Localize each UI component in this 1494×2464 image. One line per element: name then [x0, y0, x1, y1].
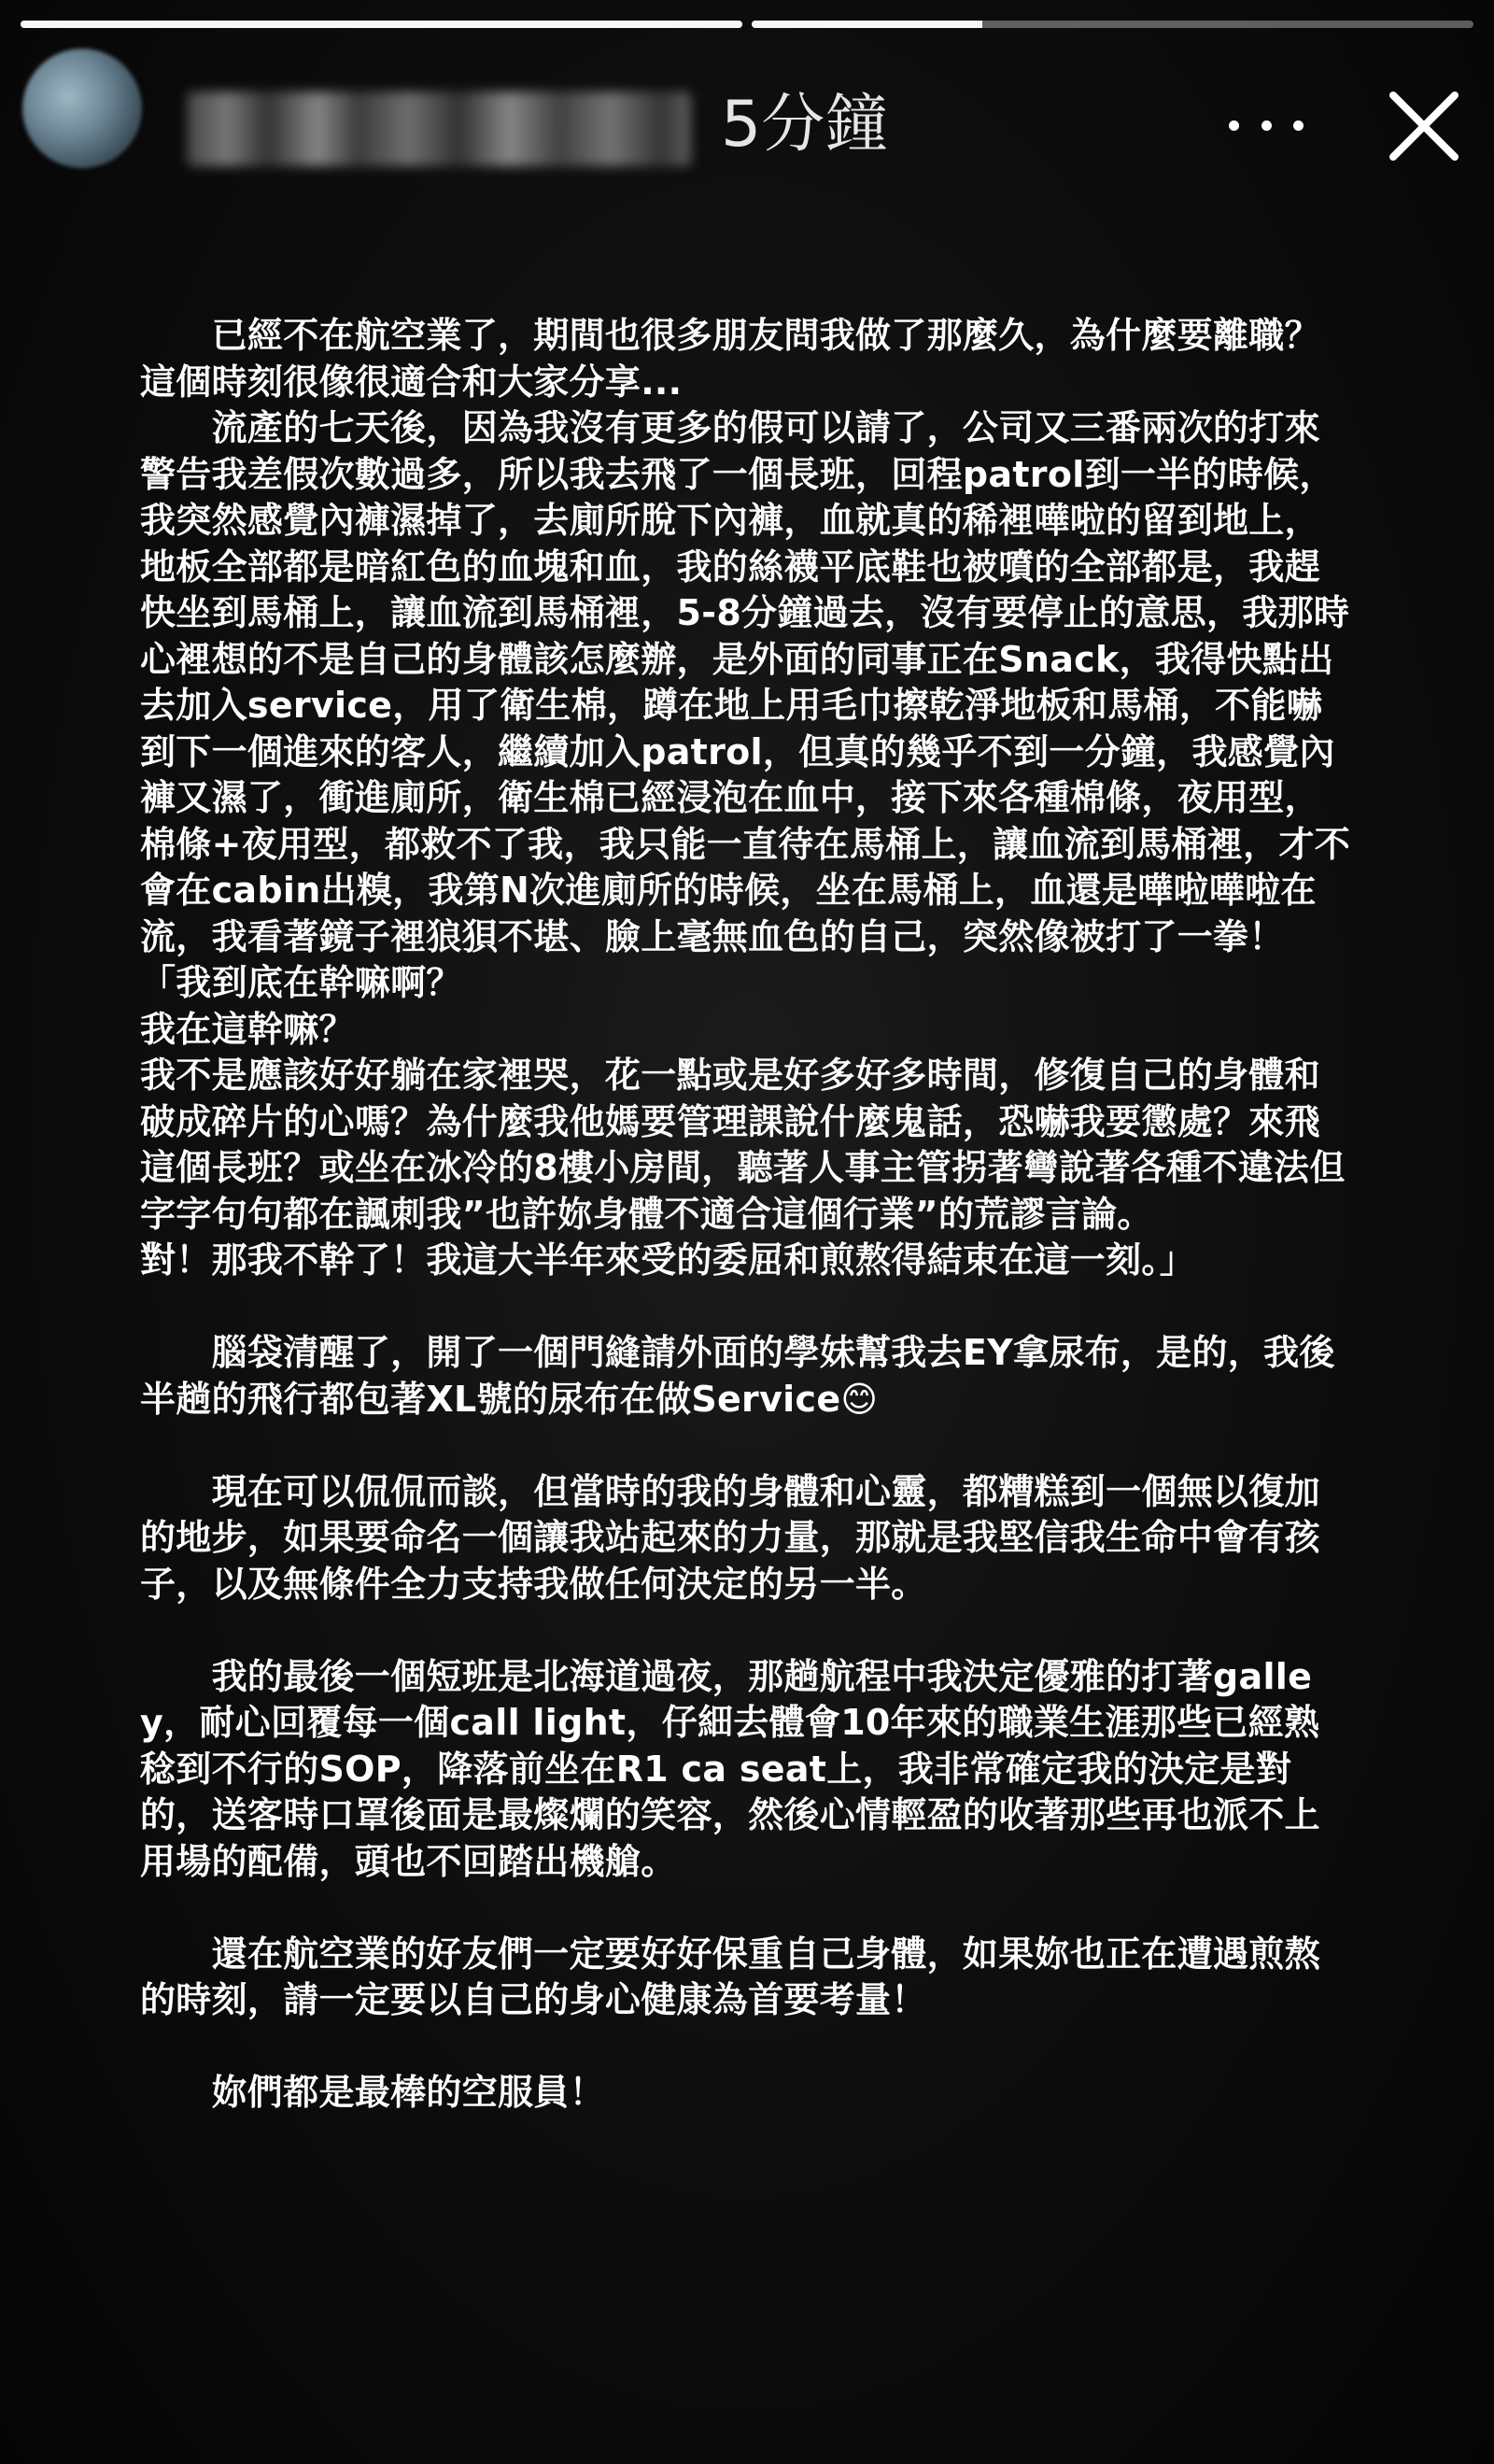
story-progress-bar	[21, 21, 1473, 28]
story-text-content	[140, 313, 1354, 2117]
paragraph-spacer	[140, 1607, 1354, 1654]
progress-segment	[21, 21, 742, 28]
close-icon	[1382, 84, 1466, 168]
close-button[interactable]	[1382, 84, 1466, 168]
progress-segment	[752, 21, 1473, 28]
paragraph-quote-line-2: 我在這幹嘛？	[140, 1008, 355, 1050]
paragraph-last-flight: 我的最後一個短班是北海道過夜，那趟航程中我決定優雅的打著galley，耐心回覆每一個call light，仔細去體會10年來的職業生涯那些已經熟稔到不行的SOP，降落前坐在R1 ca seat上，我非常確定我的決定是對的，送客時口罩後面是最燦爛的笑容，然後心情輕盈的收著那些再也派不上用場的配備，頭也不回踏出機艙。	[140, 1655, 1320, 1882]
paragraph-diaper: 腦袋清醒了，開了一個門縫請外面的學妹幫我去EY拿尿布，是的，我後半趟的飛行都包著XL號的尿布在做Service😊	[140, 1332, 1335, 1420]
avatar[interactable]	[22, 49, 142, 168]
progress-segment-fill	[752, 21, 982, 28]
paragraph-spacer	[140, 1423, 1354, 1469]
paragraph-spacer	[140, 1284, 1354, 1331]
progress-segment-fill	[21, 21, 742, 28]
paragraph-miscarriage-story: 流產的七天後，因為我沒有更多的假可以請了，公司又三番兩次的打來警告我差假次數過多，所以我去飛了一個長班，回程patrol到一半的時候，我突然感覺內褲濕掉了，去廁所脫下內褲，血就真的稀裡嘩啦的留到地上，地板全部都是暗紅色的血塊和血，我的絲襪平底鞋也被噴的全部都是，我趕快坐到馬桶上，讓血流到馬桶裡，5-8分鐘過去，沒有要停止的意思，我那時心裡想的不是自己的身體該怎麼辦，是外面的同事正在Snack，我得快點出去加入service，用了衛生棉，蹲在地上用毛巾擦乾淨地板和馬桶，不能嚇到下一個進來的客人，繼續加入patrol，但真的幾乎不到一分鐘，我感覺內褲又濕了，衝進廁所，衛生棉已經浸泡在血中，接下來各種棉條，夜用型，棉條+夜用型，都救不了我，我只能一直待在馬桶上，讓血流到馬桶裡，才不會在cabin出糗，我第N次進廁所的時候，坐在馬桶上，血還是嘩啦嘩啦在流，我看著鏡子裡狼狽不堪、臉上毫無血色的自己，突然像被打了一拳！	[140, 407, 1351, 957]
paragraph-closing: 妳們都是最棒的空服員！	[140, 2072, 605, 2113]
paragraph-quote-line-1: 「我到底在幹嘛啊？	[140, 962, 462, 1003]
more-options-button[interactable]	[1229, 97, 1304, 153]
paragraph-quote-end: 對！那我不幹了！我這大半年來受的委屈和煎熬得結束在這一刻。」	[140, 1239, 1196, 1281]
username-blurred[interactable]	[187, 92, 691, 166]
paragraph-intro: 已經不在航空業了，期間也很多朋友問我做了那麼久，為什麼要離職？這個時刻很像很適合和大家分享...	[140, 315, 1320, 403]
paragraph-quote-body: 我不是應該好好躺在家裡哭，花一點或是好多好多時間，修復自己的身體和破成碎片的心嗎？為什麼我他媽要管理課說什麼鬼話，恐嚇我要懲處？來飛這個長班？或坐在冰冷的8樓小房間，聽著人事主管拐著彎說著各種不違法但字字句句都在諷刺我”也許妳身體不適合這個行業”的荒謬言論。	[140, 1055, 1346, 1235]
more-horizontal-icon	[1229, 120, 1239, 131]
paragraph-spacer	[140, 1885, 1354, 1932]
paragraph-spacer	[140, 2024, 1354, 2071]
more-horizontal-icon	[1293, 120, 1304, 131]
more-horizontal-icon	[1261, 120, 1272, 131]
paragraph-reflection: 現在可以侃侃而談，但當時的我的身體和心靈，都糟糕到一個無以復加的地步，如果要命名一個讓我站起來的力量，那就是我堅信我生命中會有孩子，以及無條件全力支持我做任何決定的另一半。	[140, 1470, 1320, 1605]
post-timestamp: 5分鐘	[721, 88, 889, 162]
paragraph-advice: 還在航空業的好友們一定要好好保重自己身體，如果妳也正在遭遇煎熬的時刻，請一定要以自己的身心健康為首要考量！	[140, 1933, 1320, 2020]
